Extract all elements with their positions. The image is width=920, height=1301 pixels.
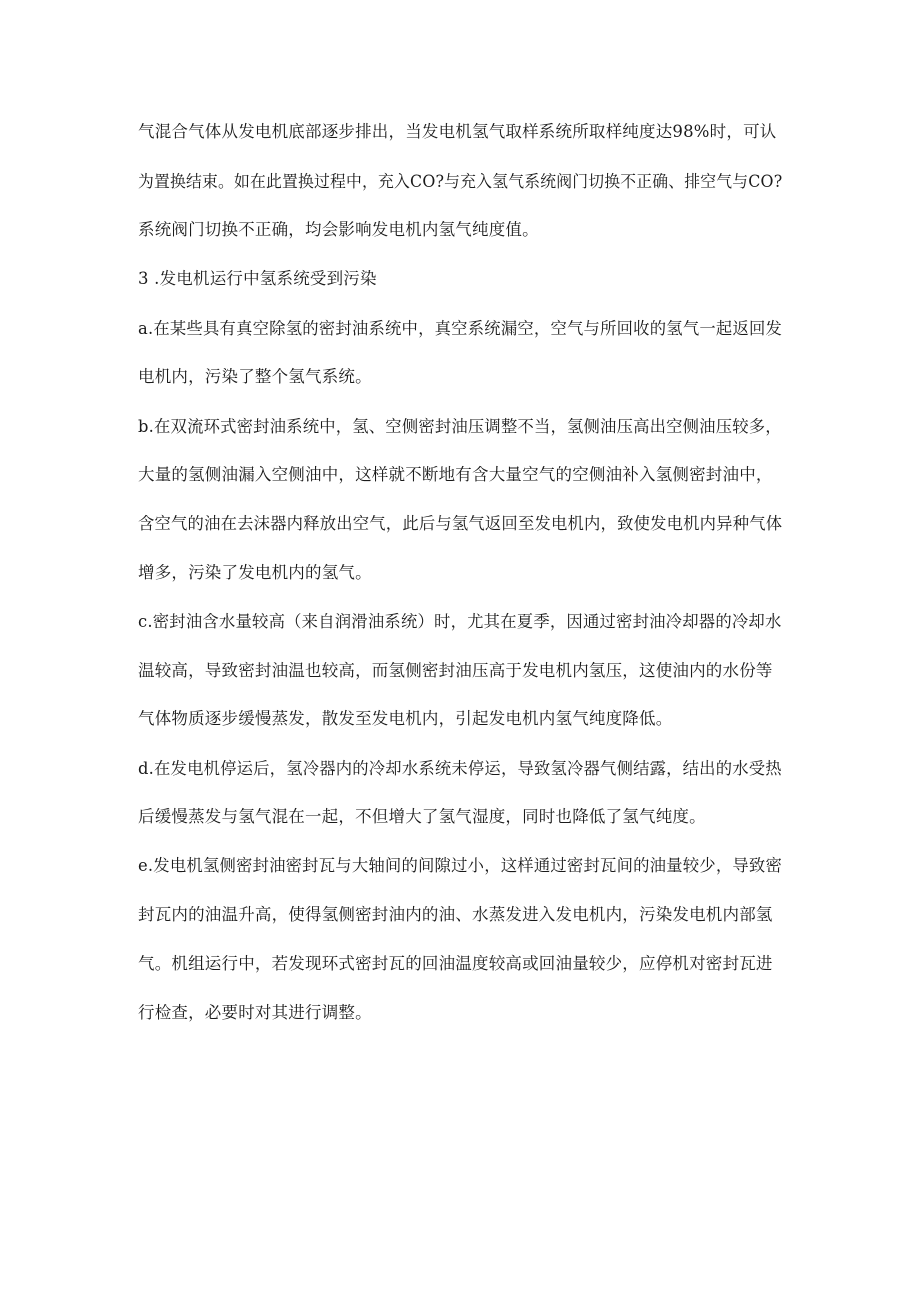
text-line-1: 气混合气体从发电机底部逐步排出，当发电机氢气取样系统所取样纯度达98%时，可认 <box>138 122 777 141</box>
text-line-11: c.密封油含水量较高（来自润滑油系统）时，尤其在夏季，因通过密封油冷却器的冷却水 <box>138 612 782 631</box>
text-line-13: 气体物质逐步缓慢蒸发，散发至发电机内，引起发电机内氢气纯度降低。 <box>138 709 673 728</box>
text-line-6: 电机内，污染了整个氢气系统。 <box>138 367 372 386</box>
text-line-7: b.在双流环式密封油系统中，氢、空侧密封油压调整不当，氢侧油压高出空侧油压较多， <box>138 417 782 436</box>
text-line-14: d.在发电机停运后，氢冷器内的冷却水系统未停运，导致氢冷器气侧结露，结出的水受热 <box>138 759 782 778</box>
text-line-3: 系统阀门切换不正确，均会影响发电机内氢气纯度值。 <box>138 220 539 239</box>
text-line-17: 封瓦内的油温升高，使得氢侧密封油内的油、水蒸发进入发电机内，污染发电机内部氢 <box>138 905 773 924</box>
text-line-8: 大量的氢侧油漏入空侧油中，这样就不断地有含大量空气的空侧油补入氢侧密封油中， <box>138 465 773 484</box>
section-heading: 3 .发电机运行中氢系统受到污染 <box>138 269 377 288</box>
text-line-19: 行检查，必要时对其进行调整。 <box>138 1003 372 1022</box>
text-line-2: 为置换结束。如在此置换过程中，充入CO?与充入氢气系统阀门切换不正确、排空气与CO? <box>138 172 783 191</box>
text-line-16: e.发电机氢侧密封油密封瓦与大轴间的间隙过小，这样通过密封瓦间的油量较少，导致密 <box>138 856 783 875</box>
text-line-10: 增多，污染了发电机内的氢气。 <box>138 563 372 582</box>
text-line-9: 含空气的油在去沫器内释放出空气，此后与氢气返回至发电机内，致使发电机内异种气体 <box>138 514 783 533</box>
text-line-18: 气。机组运行中，若发现环式密封瓦的回油温度较高或回油量较少，应停机对密封瓦进 <box>138 954 773 973</box>
text-line-15: 后缓慢蒸发与氢气混在一起，不但增大了氢气湿度，同时也降低了氢气纯度。 <box>138 807 706 826</box>
text-line-12: 温较高，导致密封油温也较高，而氢侧密封油压高于发电机内氢压，这使油内的水份等 <box>138 661 773 680</box>
text-line-5: a.在某些具有真空除氢的密封油系统中，真空系统漏空，空气与所回收的氢气一起返回发 <box>138 319 783 338</box>
